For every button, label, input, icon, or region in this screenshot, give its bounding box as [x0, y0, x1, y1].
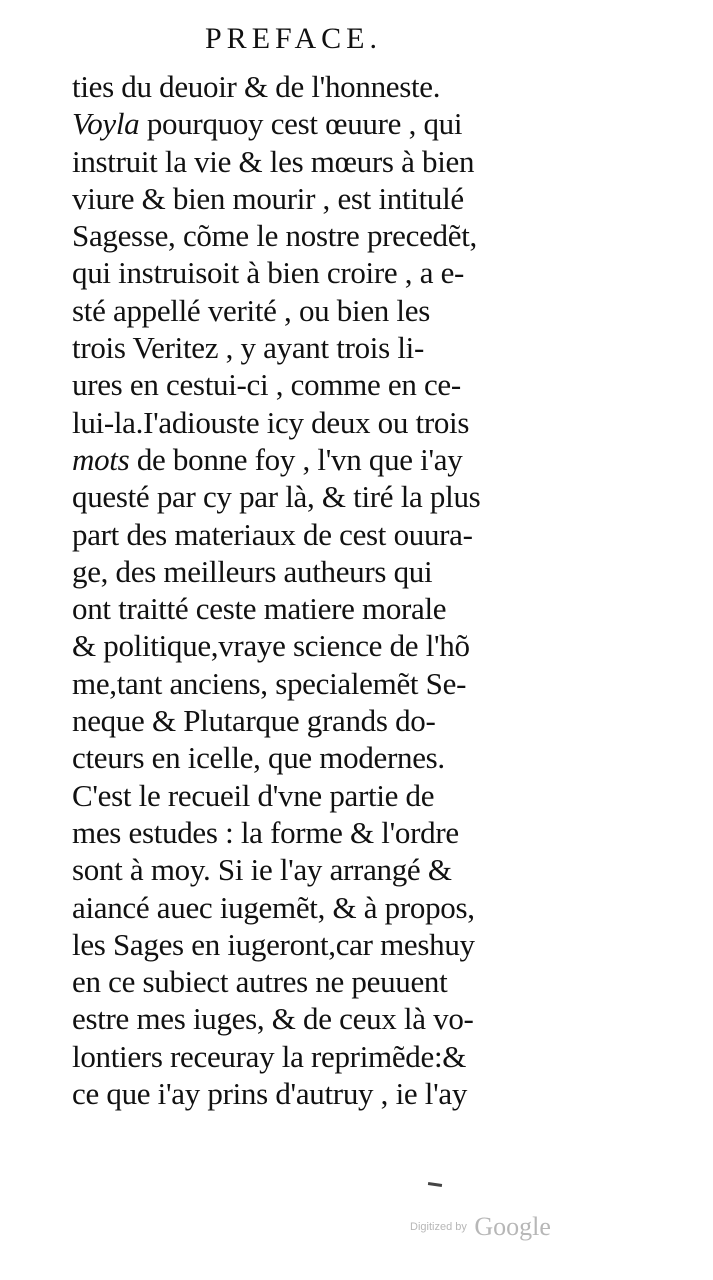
text-line: Voyla pourquoy cest œuure , qui: [72, 106, 463, 142]
watermark-prefix: Digitized by: [410, 1221, 467, 1233]
text-line: & politique,vraye science de l'hõ: [72, 628, 470, 664]
text-line: instruit la vie & les mœurs à bien: [72, 143, 475, 179]
text-line: estre mes iuges, & de ceux là vo-: [72, 1001, 474, 1037]
text-line: mots de bonne foy , l'vn que i'ay: [72, 441, 463, 477]
running-head: PREFACE.: [205, 22, 382, 55]
ink-mark: [428, 1182, 442, 1187]
text-line: part des materiaux de cest ouura-: [72, 516, 473, 552]
text-line: Sagesse, cõme le nostre precedẽt,: [72, 218, 477, 254]
text-line: sté appellé verité , ou bien les: [72, 292, 430, 328]
text-line: ures en cestui-ci , comme en ce-: [72, 367, 461, 403]
text-line: me,tant anciens, specialemẽt Se-: [72, 665, 467, 701]
italic-run: mots: [72, 441, 130, 477]
watermark-brand: Google: [474, 1212, 551, 1241]
text-line: les Sages en iugeront,car meshuy: [72, 926, 475, 962]
text-line: C'est le recueil d'vne partie de: [72, 777, 435, 813]
text-line: ties du deuoir & de l'honneste.: [72, 69, 441, 104]
text-line: questé par cy par là, & tiré la plus: [72, 479, 481, 515]
text-line: lui-la.I'adiouste icy deux ou trois: [72, 404, 470, 440]
text-line: ce que i'ay prins d'autruy , ie l'ay: [72, 1076, 468, 1112]
digitized-watermark: [410, 1212, 551, 1242]
text-line: aiancé auec iugemẽt, & à propos,: [72, 889, 475, 925]
text-line: neque & Plutarque grands do-: [72, 703, 436, 739]
text-line: mes estudes : la forme & l'ordre: [72, 814, 459, 850]
text-line: qui instruisoit à bien croire , a e-: [72, 255, 465, 291]
text-line: sont à moy. Si ie l'ay arrangé &: [72, 852, 452, 888]
text-line: lontiers receuray la reprimẽde:&: [72, 1038, 467, 1074]
text-line: cteurs en icelle, que modernes.: [72, 740, 445, 776]
text-line: ont traitté ceste matiere morale: [72, 591, 447, 627]
body-text: [72, 68, 562, 1112]
italic-run: Voyla: [72, 106, 140, 142]
text-line: en ce subiect autres ne peuuent: [72, 964, 448, 1000]
text-line: trois Veritez , y ayant trois li-: [72, 330, 424, 366]
text-line: viure & bien mourir , est intitulé: [72, 180, 464, 216]
text-line: ge, des meilleurs autheurs qui: [72, 553, 433, 589]
